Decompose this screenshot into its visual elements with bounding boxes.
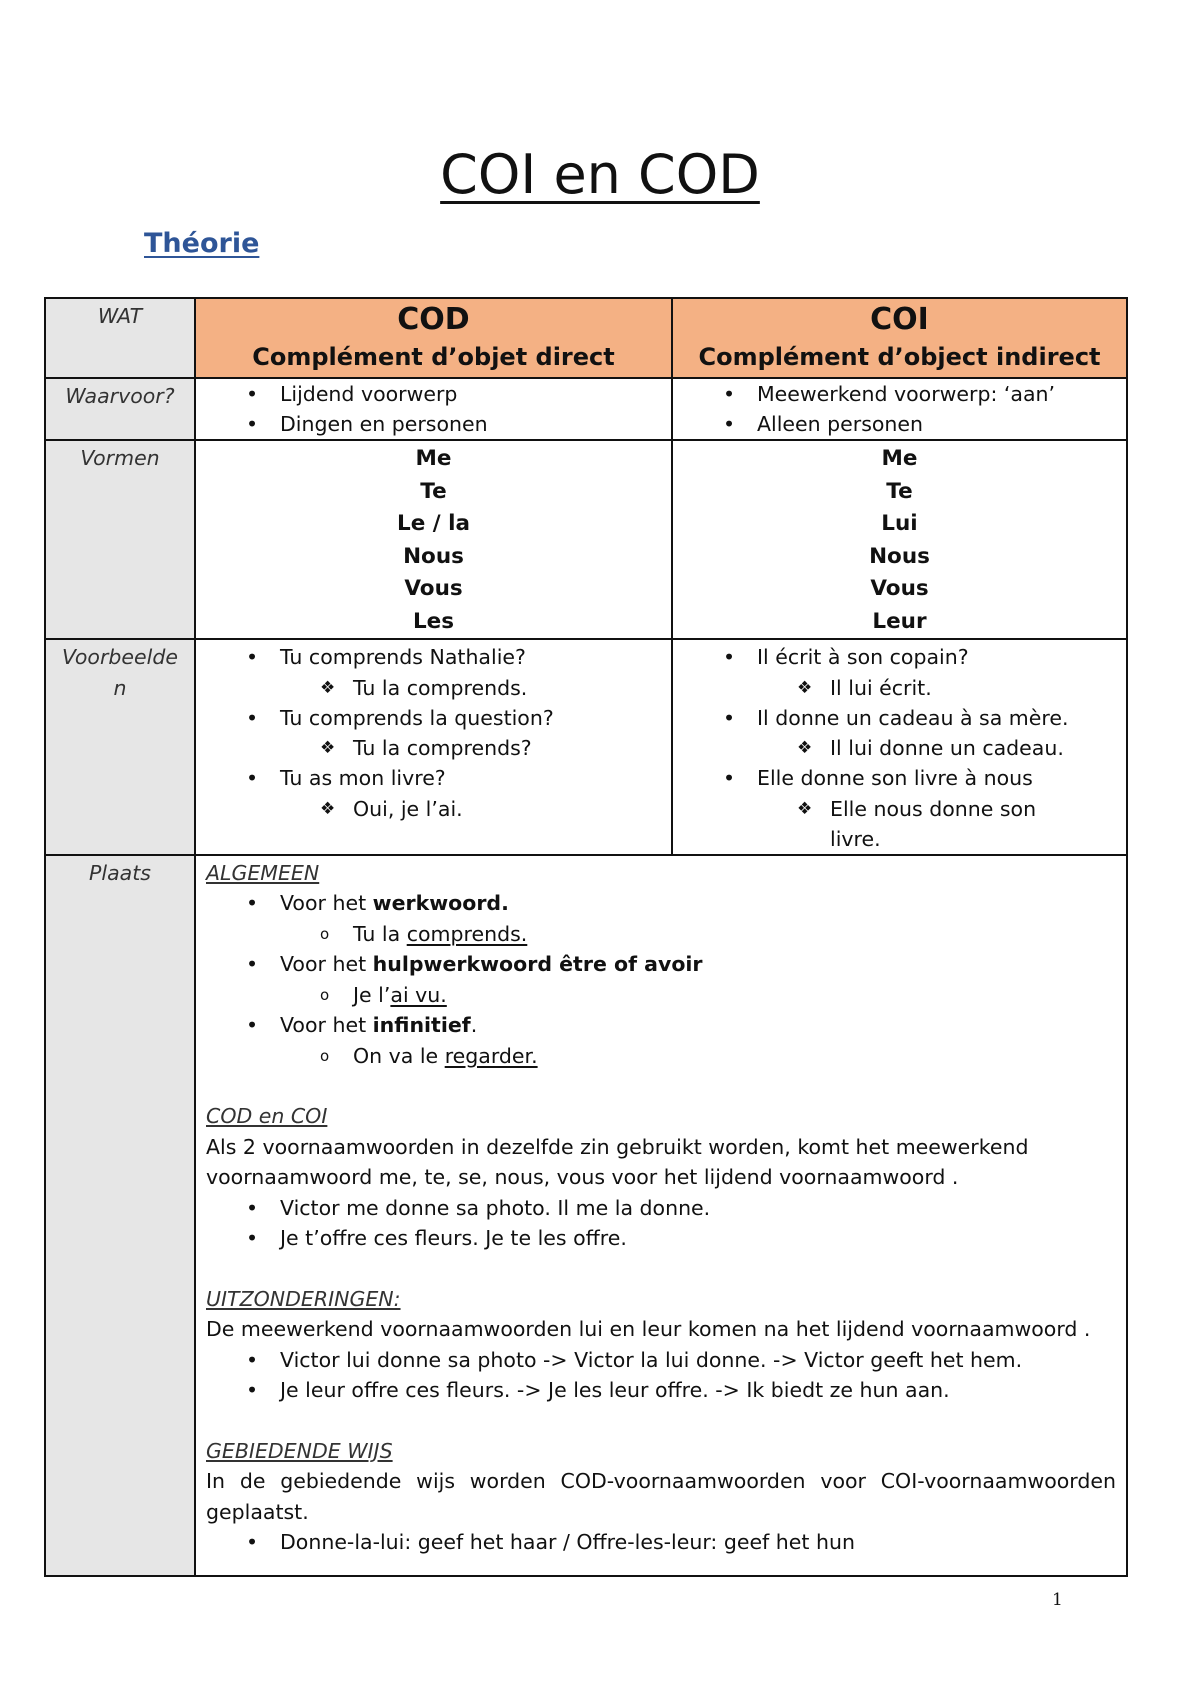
list-item: ❖ Elle nous donne son livre. bbox=[757, 794, 1126, 854]
voorbeelden-coi bbox=[672, 639, 1127, 855]
list-item: • Il donne un cadeau à sa mère. ❖ Il lui donne un cadeau. bbox=[673, 703, 1126, 764]
header-row bbox=[45, 298, 1127, 378]
label-voorbeelden: Voorbeelden bbox=[45, 639, 195, 855]
list-item: • Victor me donne sa photo. Il me la donne. bbox=[196, 1193, 1116, 1224]
waarvoor-cod bbox=[195, 378, 672, 440]
list-item: • Je t’offre ces fleurs. Je te les offre. bbox=[196, 1223, 1116, 1254]
list-item: • Tu as mon livre? ❖ Oui, je l’ai. bbox=[196, 763, 671, 824]
list-item: • Tu comprends Nathalie? ❖ Tu la comprends. bbox=[196, 642, 671, 703]
list-item: o Tu la comprends. bbox=[280, 919, 1116, 950]
pronoun: Me bbox=[415, 446, 452, 471]
list-item: • Alleen personen bbox=[673, 409, 1126, 439]
label-vormen: Vormen bbox=[45, 440, 195, 639]
section-heading-theorie: Théorie bbox=[144, 228, 260, 259]
uitzonderingen-text: De meewerkend voornaamwoorden lui en leur komen na het lijdend voornaamwoord . bbox=[206, 1317, 1091, 1341]
pronoun: Lui bbox=[881, 511, 918, 536]
list-item: • Tu comprends la question? ❖ Tu la comprends? bbox=[196, 703, 671, 764]
row-vormen bbox=[45, 440, 1127, 639]
pronoun: Te bbox=[886, 478, 913, 504]
header-cod-subtitle: Complément d’objet direct bbox=[252, 343, 615, 371]
list-item: • Voor het infinitief. o On va le regarder. bbox=[196, 1010, 1116, 1071]
list-item: ❖ Tu la comprends. bbox=[280, 673, 671, 703]
pronoun: Nous bbox=[403, 543, 464, 569]
list-item: o On va le regarder. bbox=[280, 1041, 1116, 1072]
grammar-table bbox=[44, 297, 1128, 1577]
list-item: ❖ Il lui écrit. bbox=[757, 673, 1126, 703]
uitzonderingen-heading: UITZONDERINGEN: bbox=[206, 1286, 401, 1311]
list-item: o Je l’ai vu. bbox=[280, 980, 1116, 1011]
plaats-content bbox=[195, 855, 1127, 1576]
list-item: • Voor het werkwoord. o Tu la comprends. bbox=[196, 888, 1116, 949]
pronoun: Les bbox=[412, 608, 455, 634]
list-item: ❖ Oui, je l’ai. bbox=[280, 794, 671, 824]
list-item: • Elle donne son livre à nous ❖ Elle nous donne son livre. bbox=[673, 763, 1126, 854]
list-item: • Il écrit à son copain? ❖ Il lui écrit. bbox=[673, 642, 1126, 703]
pronoun: Leur bbox=[872, 608, 927, 634]
list-item: • Victor lui donne sa photo -> Victor la lui donne. -> Victor geeft het hem. bbox=[196, 1345, 1116, 1376]
list-item: • Dingen en personen bbox=[196, 409, 671, 439]
label-plaats: Plaats bbox=[45, 855, 195, 1576]
pronoun: Le / la bbox=[397, 511, 470, 536]
list-item: • Meewerkend voorwerp: ‘aan’ bbox=[673, 379, 1126, 409]
header-cod bbox=[195, 298, 672, 378]
voorbeelden-cod bbox=[195, 639, 672, 855]
page-title: COI en COD bbox=[440, 143, 760, 206]
row-voorbeelden bbox=[45, 639, 1127, 855]
cod-coi-text: Als 2 voornaamwoorden in dezelfde zin gebruikt worden, komt het meewerkend voornaamwoord me, te, se, nous, vous voor het lijdend voornaamwoord . bbox=[206, 1134, 1029, 1189]
pronoun: Me bbox=[881, 446, 918, 471]
pronoun: Vous bbox=[404, 576, 463, 601]
label-waarvoor: Waarvoor? bbox=[45, 378, 195, 440]
header-coi-title: COI bbox=[870, 302, 929, 337]
list-item: • Lijdend voorwerp bbox=[196, 379, 671, 409]
list-item: • Donne-la-lui: geef het haar / Offre-les-leur: geef het hun bbox=[196, 1527, 1116, 1558]
gebiedende-wijs-heading: GEBIEDENDE WIJS bbox=[206, 1438, 393, 1463]
list-item: ❖ Il lui donne un cadeau. bbox=[757, 733, 1126, 763]
row-waarvoor bbox=[45, 378, 1127, 440]
algemeen-heading: ALGEMEEN bbox=[206, 860, 320, 885]
label-wat: WAT bbox=[45, 298, 195, 378]
vormen-coi bbox=[672, 440, 1127, 639]
pronoun: Vous bbox=[870, 576, 929, 601]
header-cod-title: COD bbox=[397, 302, 470, 337]
waarvoor-coi bbox=[672, 378, 1127, 440]
header-coi bbox=[672, 298, 1127, 378]
list-item: ❖ Tu la comprends? bbox=[280, 733, 671, 763]
gebiedende-wijs-text: In de gebiedende wijs worden COD-voornaamwoorden voor COI-voornaamwoorden geplaatst. bbox=[206, 1469, 1116, 1524]
row-plaats bbox=[45, 855, 1127, 1576]
pronoun: Nous bbox=[869, 543, 930, 569]
vormen-cod bbox=[195, 440, 672, 639]
list-item: • Voor het hulpwerkwoord être of avoir o Je l’ai vu. bbox=[196, 949, 1116, 1010]
cod-coi-heading: COD en COI bbox=[206, 1104, 328, 1128]
header-coi-subtitle: Complément d’object indirect bbox=[698, 343, 1101, 371]
list-item: • Je leur offre ces fleurs. -> Je les leur offre. -> Ik biedt ze hun aan. bbox=[196, 1375, 1116, 1406]
pronoun: Te bbox=[420, 478, 447, 504]
page-number: 1 bbox=[1052, 1590, 1063, 1610]
